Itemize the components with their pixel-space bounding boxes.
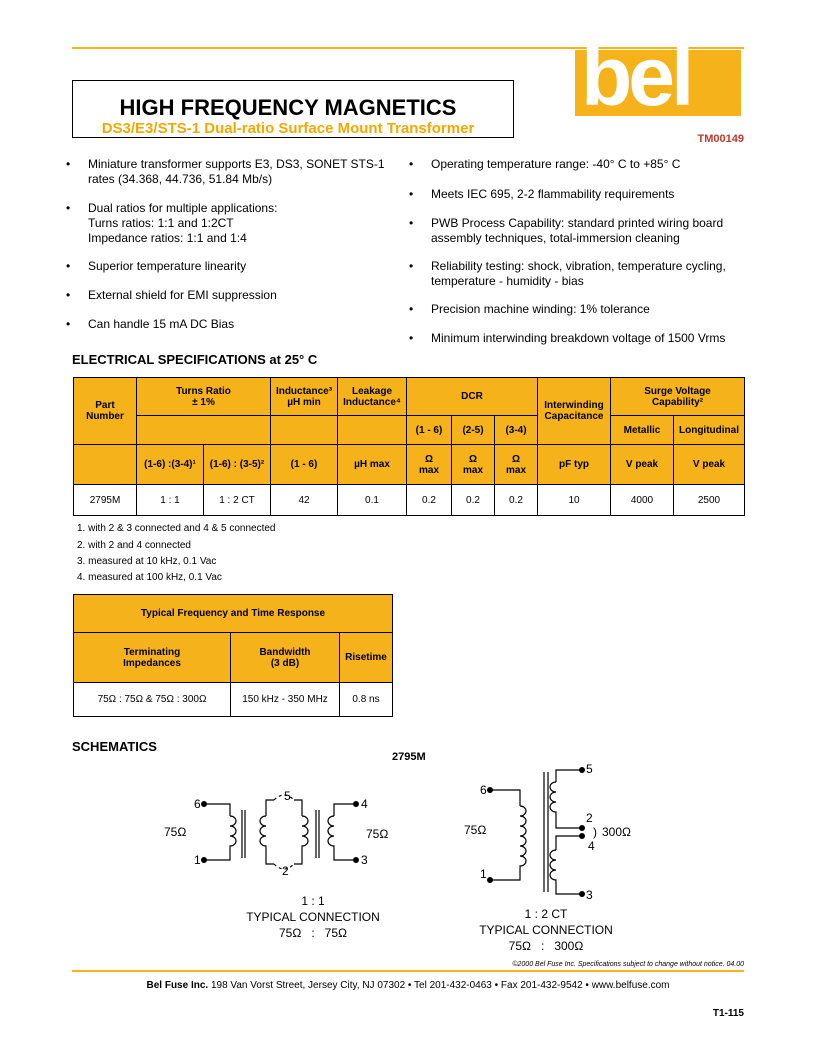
footnote: 4. measured at 100 kHz, 0.1 Vac (77, 572, 222, 583)
col-terminating: Terminating Impedances (74, 633, 231, 683)
feature-item: • Miniature transformer supports E3, DS3, SONET STS-1 rates (34.368, 44.736, 51.84 Mb/s) (66, 157, 385, 186)
unit-spacer (74, 445, 137, 485)
feature-item: • Minimum interwinding breakdown voltage of 1500 Vrms (409, 331, 726, 345)
pin-label: 6 (480, 783, 487, 797)
impedance-label: 75Ω (464, 823, 487, 837)
cell-risetime: 0.8 ns (340, 683, 393, 717)
pin-label: 1 (194, 853, 201, 867)
feature-item: • Dual ratios for multiple applications: Turns ratios: 1:1 and 1:2CT Impedance ratios: 1:1 and 1:4 (66, 201, 278, 245)
impedance-label: 300Ω (602, 825, 631, 839)
schematics-heading: SCHEMATICS (72, 739, 157, 754)
pin-label: 2 (282, 864, 289, 878)
feature-item: • Meets IEC 695, 2-2 flammability requirements (409, 187, 675, 201)
cell-metallic: 4000 (611, 485, 674, 516)
footnote: 1. with 2 & 3 connected and 4 & 5 connected (77, 523, 276, 534)
footer-rule (72, 970, 744, 972)
dcr-2-5: (2-5) (452, 416, 495, 445)
impedance-label: 75Ω (164, 825, 187, 839)
unit-longitudinal: V peak (674, 445, 745, 485)
pin-label: 6 (194, 797, 201, 811)
cell-dcr-1: 0.2 (407, 485, 452, 516)
cell-bandwidth: 150 kHz - 350 MHz (231, 683, 340, 717)
unit-leakage: µH max (338, 445, 407, 485)
pin-label: 5 (586, 762, 593, 776)
connection-caption: TYPICAL CONNECTION (246, 910, 380, 924)
pin-label: 2 (586, 811, 593, 825)
feature-item: • Superior temperature linearity (66, 259, 247, 273)
footnote: 2. with 2 and 4 connected (77, 540, 191, 551)
pin-label: 1 (480, 867, 487, 881)
footer-address: 198 Van Vorst Street, Jersey City, NJ 07302 • Tel 201-432-0463 • Fax 201-432-9542 • www.belfuse.com (208, 980, 670, 991)
col-surge: Surge Voltage Capability² (611, 378, 745, 416)
unit-turns-a: (1-6) :(3-4)¹ (137, 445, 204, 485)
unit-capacitance: pF typ (538, 445, 611, 485)
ratio-label: 1 : 2 CT (524, 907, 568, 921)
cell-capacitance: 10 (538, 485, 611, 516)
col-risetime: Risetime (340, 633, 393, 683)
page-number: T1-115 (712, 1008, 744, 1019)
col-inductance: Inductance³ µH min (271, 378, 338, 416)
pin-label: 4 (588, 839, 595, 853)
col-bandwidth: Bandwidth (3 dB) (231, 633, 340, 683)
schematic-1-1 (164, 780, 400, 890)
col-interwinding: Interwinding Capacitance (538, 378, 611, 445)
unit-turns-b: (1-6) : (3-5)² (204, 445, 271, 485)
cell-dcr-2: 0.2 (452, 485, 495, 516)
cell-dcr-3: 0.2 (495, 485, 538, 516)
cell-longitudinal: 2500 (674, 485, 745, 516)
cell-impedances: 75Ω : 75Ω & 75Ω : 300Ω (74, 683, 231, 717)
copyright: ©2000 Bel Fuse Inc. Specifications subject to change without notice. 04.00 (512, 961, 744, 968)
cell-part: 2795M (74, 485, 137, 516)
title-box (72, 80, 514, 138)
feature-item: • Reliability testing: shock, vibration, temperature cycling, temperature - humidity - bias (409, 259, 726, 288)
cell-turns-b: 1 : 2 CT (204, 485, 271, 516)
leakage-spacer (338, 416, 407, 445)
pin-label: 3 (361, 853, 368, 867)
col-leakage: Leakage Inductance⁴ (338, 378, 407, 416)
impedance-label: 75Ω (366, 827, 389, 841)
inductance-spacer (271, 416, 338, 445)
pin-label: 3 (586, 888, 593, 902)
doc-code: TM00149 (697, 133, 744, 145)
schematic-part-number: 2795M (392, 751, 426, 763)
pin-label: 4 (361, 797, 368, 811)
surge-longitudinal: Longitudinal (674, 416, 745, 445)
table-row (74, 485, 745, 516)
dcr-1-6: (1 - 6) (407, 416, 452, 445)
unit-metallic: V peak (611, 445, 674, 485)
electrical-specs-heading: ELECTRICAL SPECIFICATIONS at 25° C (72, 352, 318, 367)
page-subtitle: DS3/E3/STS-1 Dual-ratio Surface Mount Transformer (101, 120, 475, 137)
pin-label: 5 (284, 789, 291, 803)
frequency-response-table (73, 594, 393, 717)
cell-turns-a: 1 : 1 (137, 485, 204, 516)
footnote: 3. measured at 10 kHz, 0.1 Vac (77, 556, 217, 567)
feature-item: • Operating temperature range: -40° C to +85° C (409, 157, 681, 171)
col-turns-ratio: Turns Ratio ± 1% (137, 378, 271, 416)
svg-text:): ) (593, 825, 597, 839)
turns-ratio-spacer (137, 416, 271, 445)
dcr-3-4: (3-4) (495, 416, 538, 445)
col-dcr: DCR (407, 378, 538, 416)
impedance-caption: 75Ω : 300Ω (508, 939, 584, 953)
connection-caption: TYPICAL CONNECTION (479, 923, 613, 937)
surge-metallic: Metallic (611, 416, 674, 445)
table-row (74, 683, 393, 717)
unit-dcr-2: Ω max (452, 445, 495, 485)
feature-item: • External shield for EMI suppression (66, 288, 277, 302)
bel-logo: bel (575, 50, 741, 116)
unit-dcr-3: Ω max (495, 445, 538, 485)
ratio-label: 1 : 1 (301, 894, 325, 908)
footer-company: Bel Fuse Inc. (146, 980, 209, 991)
freq-table-title: Typical Frequency and Time Response (74, 595, 393, 633)
impedance-caption: 75Ω : 75Ω (279, 926, 347, 940)
unit-dcr-1: Ω max (407, 445, 452, 485)
footer (72, 980, 744, 991)
cell-leakage: 0.1 (338, 485, 407, 516)
col-part-number: Part Number (74, 378, 137, 445)
unit-inductance: (1 - 6) (271, 445, 338, 485)
feature-item: • Can handle 15 mA DC Bias (66, 317, 235, 331)
cell-inductance: 42 (271, 485, 338, 516)
feature-item: • Precision machine winding: 1% tolerance (409, 302, 650, 316)
feature-item: • PWB Process Capability: standard printed wiring board assembly techniques, total-immersion cleaning (409, 216, 724, 245)
electrical-specs-table (73, 377, 745, 516)
page-title: HIGH FREQUENCY MAGNETICS (119, 95, 457, 120)
schematic-1-2ct (460, 758, 640, 908)
